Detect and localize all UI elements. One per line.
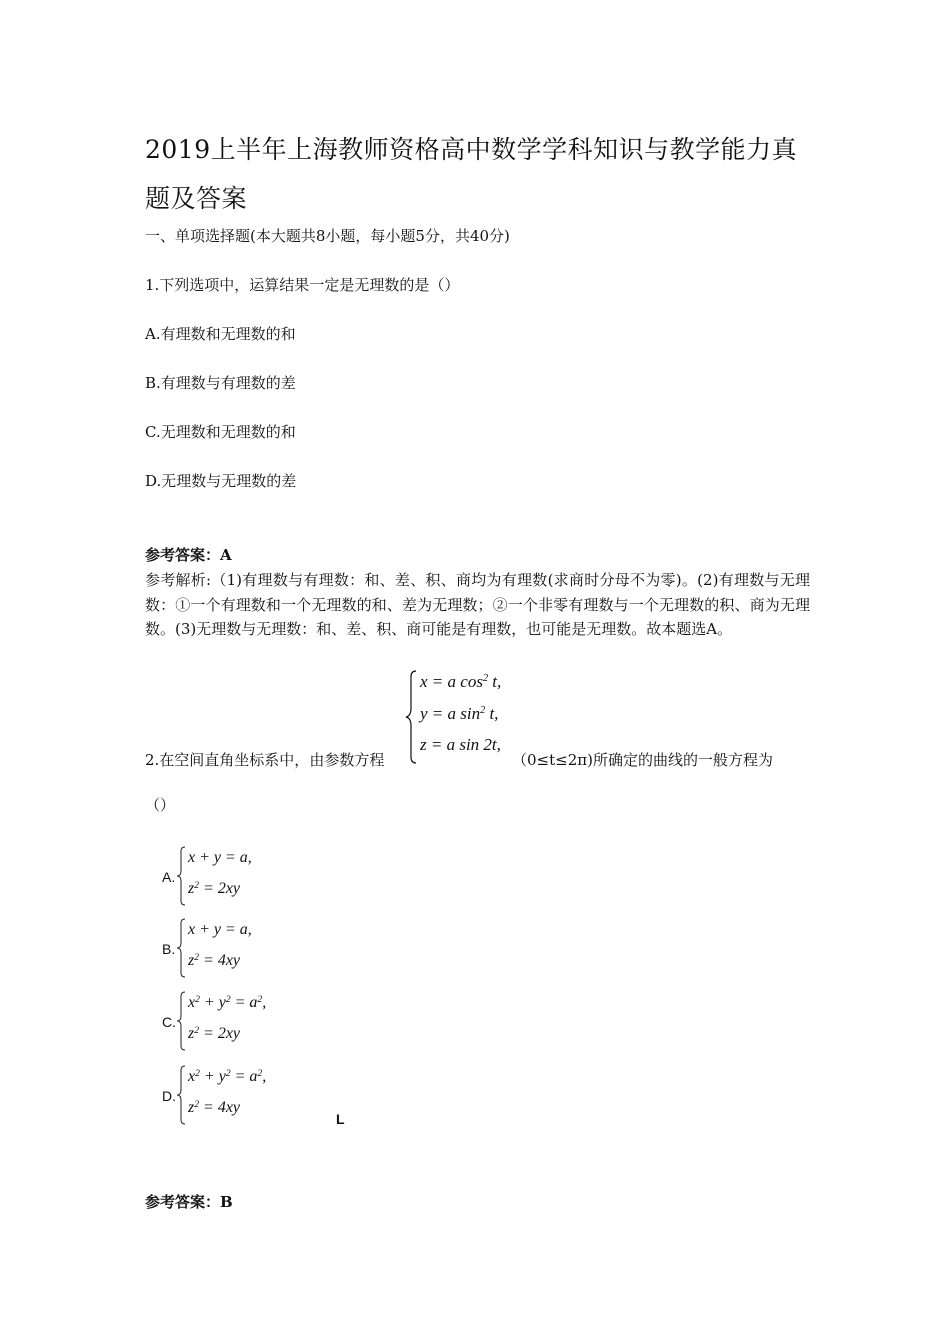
q1-option-b: B.有理数与有理数的差 — [145, 374, 296, 392]
option-label: C. — [162, 1014, 176, 1030]
option-eq-1: $x^2 + y^2 = a^2$, — [188, 993, 267, 1011]
q1-answer: 参考答案：A — [145, 546, 232, 564]
q2-option-d — [160, 1064, 310, 1126]
option-eq-1: x + y = a, — [188, 921, 252, 938]
option-eq-2: $z^2 = 4xy$ — [188, 951, 241, 969]
option-label: A. — [162, 869, 176, 885]
left-brace-icon — [176, 1064, 186, 1126]
q1-option-a: A.有理数和无理数的和 — [145, 325, 296, 343]
page-title-line-2: 题及答案 — [145, 184, 248, 213]
q2-question-prefix: 2.在空间直角坐标系中，由参数方程 — [145, 751, 385, 769]
q2-question-suffix: （0≤t≤2π)所确定的曲线的一般方程为 — [512, 751, 773, 769]
option-eq-1: $x^2 + y^2 = a^2$, — [188, 1067, 267, 1085]
left-brace-icon — [176, 845, 186, 907]
q1-explanation: 参考解析:（1)有理数与有理数：和、差、积、商均为有理数(求商时分母不为零)。(2)有理数与无理数：①一个有理数和一个无理数的和、差为无理数；②一个非零有理数与一个无理数的积、商为无理数。(3)无理数与无理数：和、差、积、商可能是有理数，也可能是无理数。故本题选A。 — [145, 571, 810, 638]
q2-eq-y: y = a $\sin^2 t$, — [420, 704, 499, 723]
q1-option-c: C.无理数和无理数的和 — [145, 423, 296, 441]
option-eq-1: x + y = a, — [188, 849, 252, 866]
q2-answer: 参考答案：B — [145, 1193, 233, 1211]
section-header: 一、单项选择题(本大题共8小题，每小题5分，共40分) — [145, 227, 510, 245]
q1-question: 1.下列选项中，运算结果一定是无理数的是（） — [145, 276, 460, 294]
q1-option-d: D.无理数与无理数的差 — [145, 472, 297, 490]
left-brace-icon — [404, 668, 418, 766]
q2-option-a — [160, 845, 300, 907]
stray-mark: L — [336, 1111, 345, 1127]
option-label: D. — [162, 1088, 176, 1104]
left-brace-icon — [176, 917, 186, 979]
q2-eq-z: z = a sin 2t, — [420, 735, 501, 754]
option-label: B. — [162, 941, 176, 957]
q2-option-b — [160, 917, 300, 979]
option-eq-2: $z^2 = 4xy$ — [188, 1098, 241, 1116]
option-eq-2: $z^2 = 2xy$ — [188, 879, 241, 897]
left-brace-icon — [176, 990, 186, 1052]
option-eq-2: $z^2 = 2xy$ — [188, 1024, 241, 1042]
q2-option-c — [160, 990, 310, 1052]
page-title-line-1: 2019上半年上海教师资格高中数学学科知识与教学能力真 — [145, 135, 798, 164]
q2-question-end: （） — [145, 796, 176, 814]
q2-eq-x: x = a $\cos^2 t$, — [420, 672, 502, 691]
